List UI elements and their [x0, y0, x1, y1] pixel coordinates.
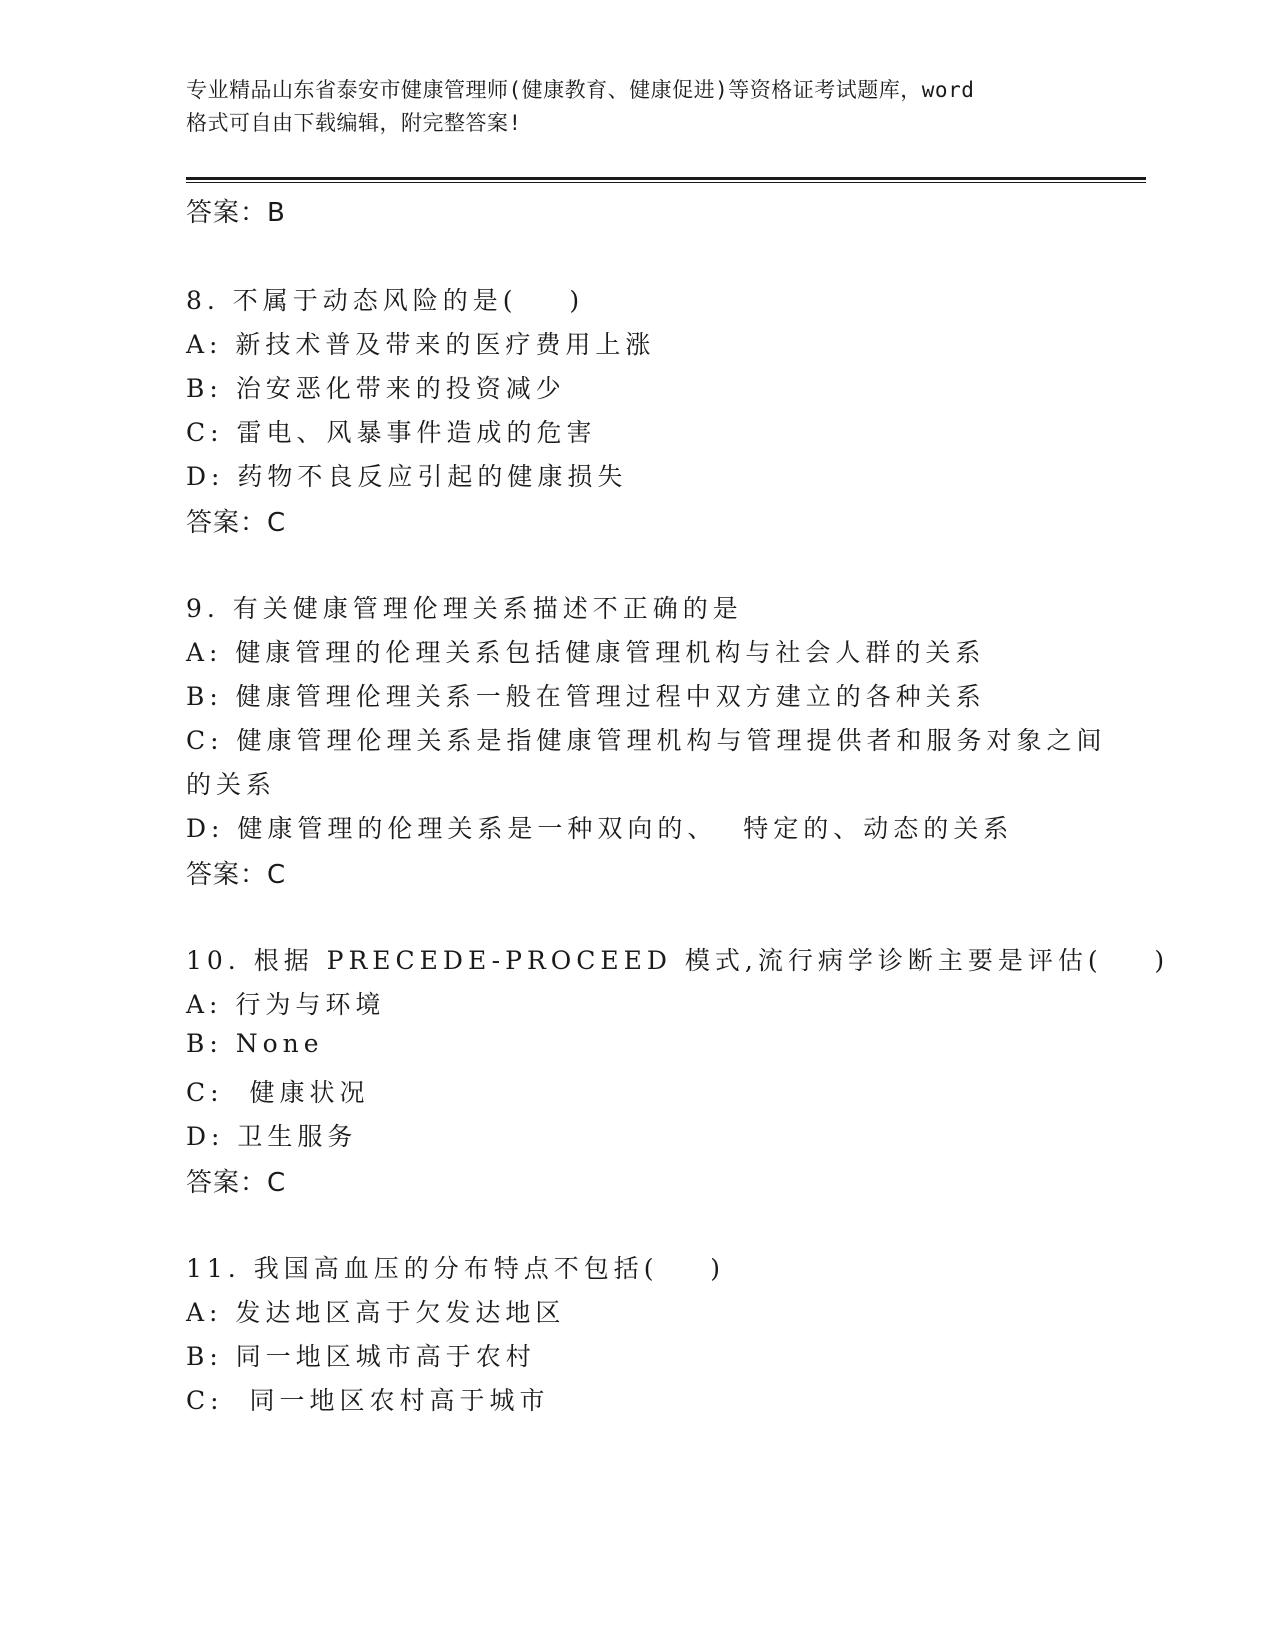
option-line: A: 新技术普及带来的医疗费用上涨: [186, 330, 656, 359]
option-line: B: None: [186, 1029, 324, 1058]
question-stem: 10. 根据 PRECEDE-PROCEED 模式,流行病学诊断主要是评估( ): [186, 946, 1170, 975]
answer-line: 答案：B: [186, 198, 286, 228]
option-line: D: 卫生服务: [186, 1122, 358, 1151]
header-divider-thick: [186, 177, 1146, 180]
question-stem: 9. 有关健康管理伦理关系描述不正确的是: [186, 594, 743, 623]
question-stem: 8. 不属于动态风险的是( ): [186, 286, 585, 315]
option-line: A: 行为与环境: [186, 990, 386, 1019]
question-stem: 11. 我国高血压的分布特点不包括( ): [186, 1254, 726, 1283]
header-divider-thin: [186, 182, 1146, 183]
option-line: 的关系: [186, 770, 277, 799]
answer-line: 答案：C: [186, 860, 287, 890]
option-line: C: 健康管理伦理关系是指健康管理机构与管理提供者和服务对象之间: [186, 726, 1107, 755]
option-line: B: 健康管理伦理关系一般在管理过程中双方建立的各种关系: [186, 682, 986, 711]
option-line: D: 健康管理的伦理关系是一种双向的、 特定的、动态的关系: [186, 814, 1014, 843]
option-line: A: 健康管理的伦理关系包括健康管理机构与社会人群的关系: [186, 638, 986, 667]
header-line-2: 格式可自由下载编辑，附完整答案!: [186, 111, 522, 135]
option-line: C: 雷电、风暴事件造成的危害: [186, 418, 597, 447]
option-line: B: 治安恶化带来的投资减少: [186, 374, 566, 403]
option-line: B: 同一地区城市高于农村: [186, 1342, 536, 1371]
option-line: C: 健康状况: [186, 1078, 370, 1107]
answer-line: 答案：C: [186, 1168, 287, 1198]
option-line: A: 发达地区高于欠发达地区: [186, 1298, 566, 1327]
page-header: [186, 74, 1086, 140]
option-line: C: 同一地区农村高于城市: [186, 1386, 550, 1415]
option-line: D: 药物不良反应引起的健康损失: [186, 462, 628, 491]
answer-line: 答案：C: [186, 508, 287, 538]
header-line-1: 专业精品山东省泰安市健康管理师(健康教育、健康促进)等资格证考试题库，word: [186, 78, 975, 102]
